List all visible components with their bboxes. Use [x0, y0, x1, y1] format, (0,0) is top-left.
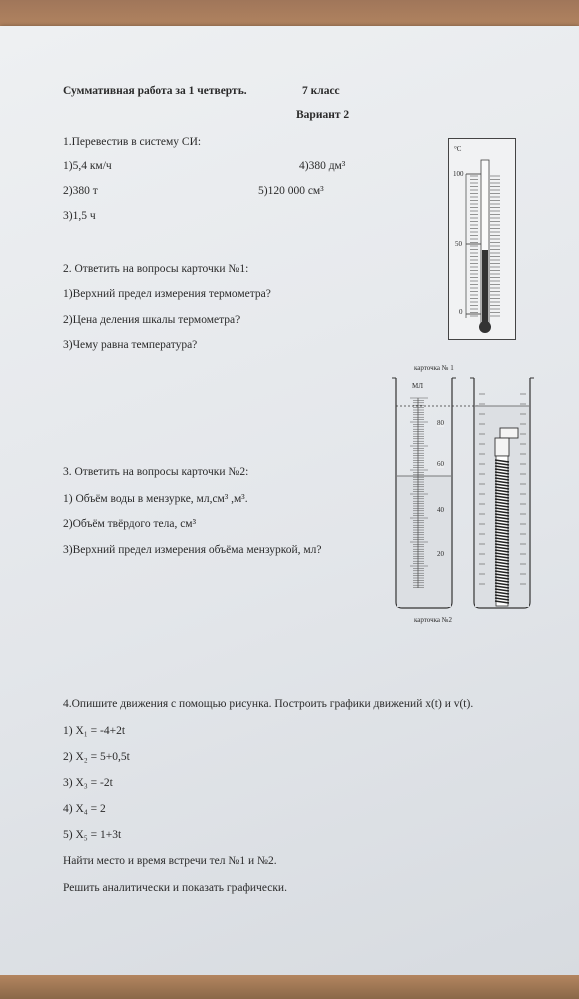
- cylinder-label: 60: [437, 460, 444, 468]
- task1-item: 1)5,4 км/ч: [63, 160, 112, 172]
- task1-item: 4)380 дм³: [299, 160, 346, 172]
- task2-question: 1)Верхний предел измерения термометра?: [63, 288, 271, 300]
- worksheet-page: [0, 26, 579, 978]
- task1-title: 1.Перевестив в систему СИ:: [63, 136, 202, 148]
- cylinder-label: 40: [437, 506, 444, 514]
- variant-label: Вариант 2: [296, 109, 350, 121]
- task4-item: 5) X₅ = 1+3t: [63, 829, 122, 841]
- task4-item: 1) X₁ = -4+2t: [63, 725, 126, 737]
- card1-caption: карточка № 1: [414, 364, 454, 372]
- thermometer-label: 50: [455, 240, 462, 248]
- task2-question: 3)Чему равна температура?: [63, 339, 198, 351]
- task3-question: 3)Верхний предел измерения объёма мензуркой, мл?: [63, 544, 322, 556]
- task4-item: 3) X₃ = -2t: [63, 777, 113, 789]
- task1-item: 2)380 т: [63, 185, 98, 197]
- cylinder-figure: [382, 374, 540, 612]
- thermometer-unit: °C: [454, 145, 462, 153]
- thermometer-label: 0: [459, 308, 463, 316]
- task2-question: 2)Цена деления шкалы термометра?: [63, 314, 241, 326]
- grade-label: 7 класс: [302, 85, 340, 97]
- task2-title: 2. Ответить на вопросы карточки №1:: [63, 263, 249, 275]
- cylinder-label: 20: [437, 550, 444, 558]
- cylinder-label: 80: [437, 419, 444, 427]
- task4-item: 4) X₄ = 2: [63, 803, 106, 815]
- thermometer-label: 100: [453, 170, 464, 178]
- task4-meet-question: Найти место и время встречи тел №1 и №2.: [63, 855, 277, 867]
- table-surface-bottom: [0, 975, 579, 999]
- worksheet-title: Суммативная работа за 1 четверть.: [63, 85, 247, 97]
- task4-item: 2) X₂ = 5+0,5t: [63, 751, 130, 763]
- task3-question: 2)Объём твёрдого тела, см³: [63, 518, 197, 530]
- task1-item: 5)120 000 см³: [258, 185, 324, 197]
- task1-item: 3)1,5 ч: [63, 210, 96, 222]
- card2-caption: карточка №2: [414, 616, 452, 624]
- task4-solve-instruction: Решить аналитически и показать графически.: [63, 882, 287, 894]
- cylinder-unit: МЛ: [412, 382, 423, 390]
- task3-title: 3. Ответить на вопросы карточки №2:: [63, 466, 249, 478]
- task4-title: 4.Опишите движения с помощью рисунка. Построить графики движений x(t) и v(t).: [63, 698, 474, 710]
- task3-question: 1) Объём воды в мензурке, мл,см³ ,м³.: [63, 493, 248, 505]
